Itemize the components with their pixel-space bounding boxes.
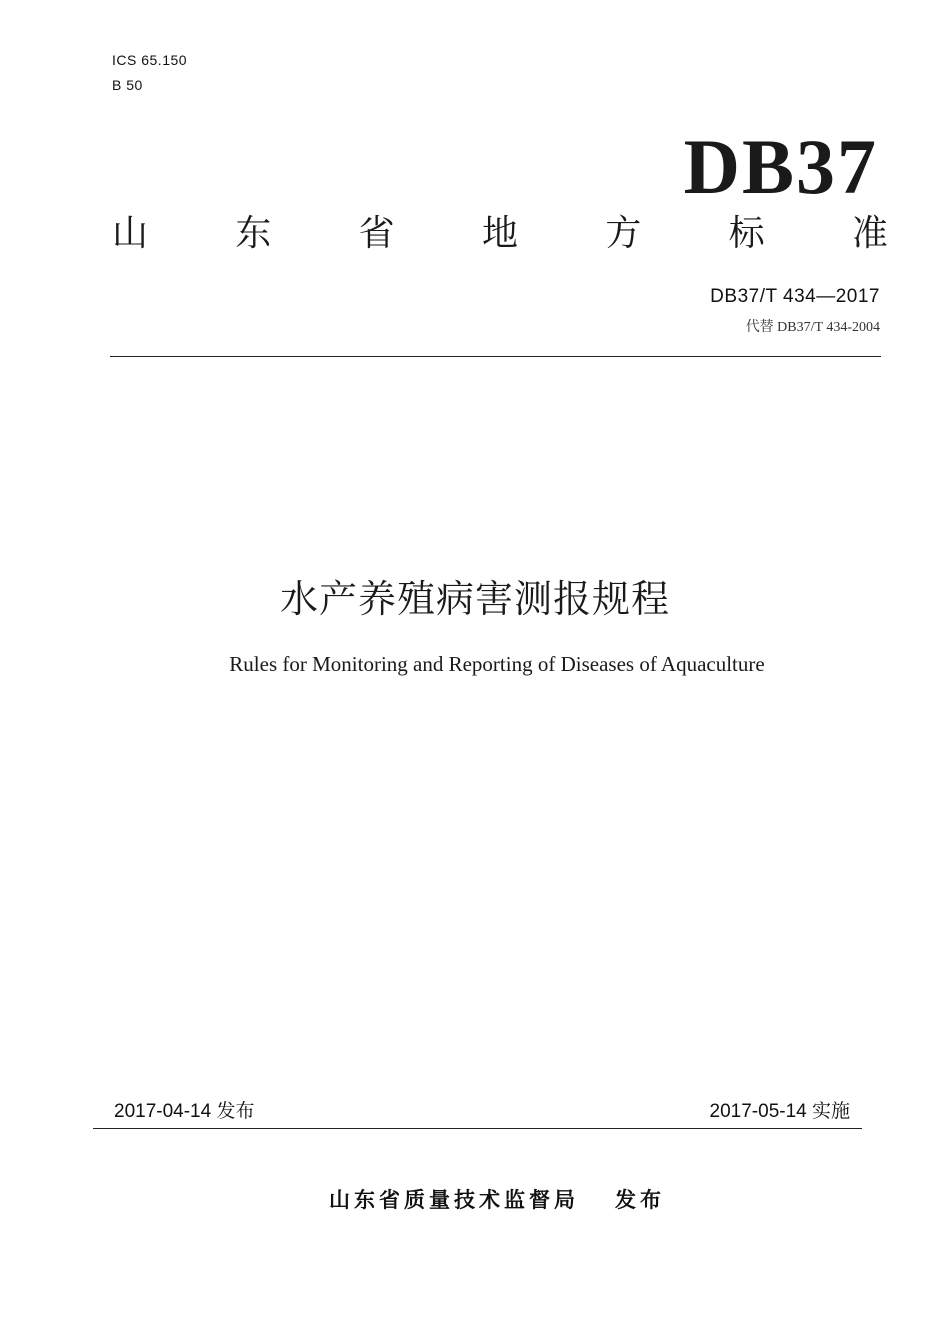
publish-date: 2017-04-14 发布 (114, 1101, 255, 1122)
standard-type-char: 省 (358, 213, 395, 254)
standard-code-logo: DB37 (683, 123, 878, 210)
standard-type-char: 山 (112, 213, 149, 254)
issuer-verb: 发布 (615, 1188, 665, 1212)
effective-date: 2017-05-14 实施 (709, 1101, 850, 1122)
document-title-english: Rules for Monitoring and Reporting of Diseases of Aquaculture (229, 652, 765, 676)
standard-type-heading (112, 212, 888, 256)
standard-type-char: 标 (728, 213, 765, 254)
ccs-code: B 50 (112, 77, 143, 93)
issuer-name: 山东省质量技术监督局 (329, 1188, 579, 1212)
standard-type-char: 东 (235, 213, 272, 254)
classification-block (112, 48, 187, 98)
bottom-divider (93, 1128, 862, 1129)
standard-number: DB37/T 434—2017 (710, 286, 880, 307)
issuer-line (0, 1184, 950, 1214)
document-title-chinese: 水产养殖病害测报规程 (279, 577, 670, 621)
ics-code: ICS 65.150 (112, 52, 188, 68)
standard-type-char: 方 (605, 213, 642, 254)
standard-type-char: 准 (851, 213, 888, 254)
top-divider (110, 356, 881, 357)
standard-type-char: 地 (481, 213, 518, 254)
replaced-standard: 代替 DB37/T 434-2004 (745, 320, 880, 335)
